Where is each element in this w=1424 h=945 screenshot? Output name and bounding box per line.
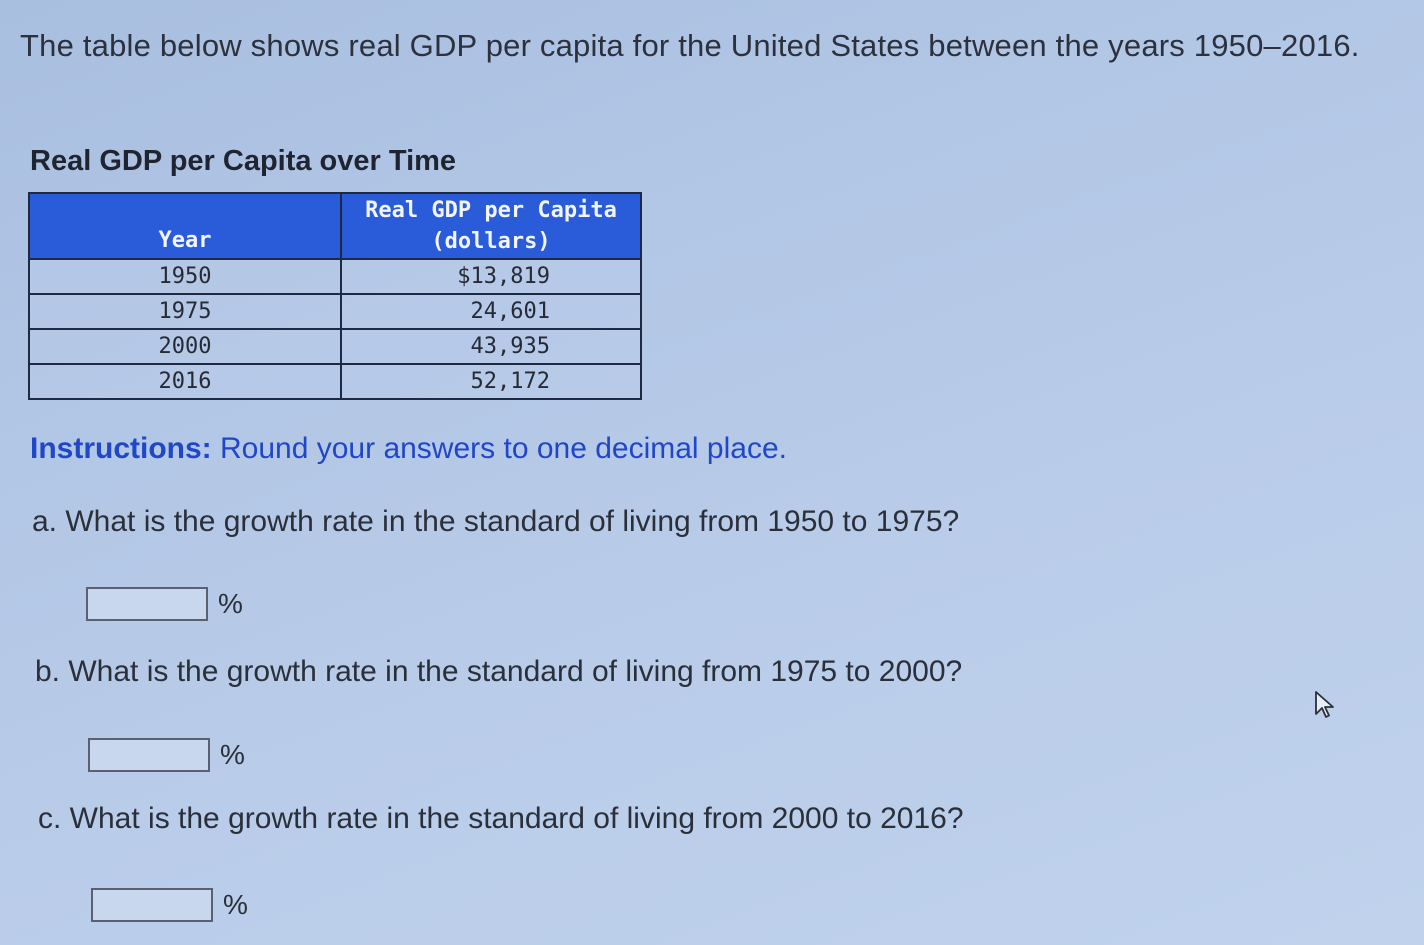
question-a: a. What is the growth rate in the standard of living from 1950 to 1975? [32, 505, 960, 538]
table-header-row [29, 193, 641, 259]
answer-input-b[interactable] [88, 738, 210, 772]
gdp-cell: $13,819 [341, 259, 641, 294]
answer-input-c[interactable] [91, 888, 213, 922]
table-row [29, 294, 641, 329]
answer-row-c [91, 888, 248, 922]
column-header-gdp-line2: (dollars) [431, 229, 551, 254]
gdp-cell: 52,172 [341, 364, 641, 399]
instructions [30, 432, 787, 466]
question-b: b. What is the growth rate in the standard of living from 1975 to 2000? [35, 655, 963, 688]
percent-unit-c: % [223, 889, 248, 920]
instructions-label: Instructions: [30, 432, 212, 465]
year-cell: 1975 [29, 294, 341, 329]
year-cell: 2000 [29, 329, 341, 364]
year-cell: 1950 [29, 259, 341, 294]
gdp-cell: 24,601 [341, 294, 641, 329]
table-row [29, 259, 641, 294]
intro-text: The table below shows real GDP per capita for the United States between the years 1950–2016. [20, 28, 1360, 63]
table-row [29, 329, 641, 364]
answer-input-a[interactable] [86, 587, 208, 621]
column-header-gdp-line1: Real GDP per Capita [365, 198, 617, 223]
column-header-year: Year [29, 193, 341, 259]
table-title: Real GDP per Capita over Time [30, 145, 457, 177]
answer-row-b [88, 738, 245, 772]
gdp-cell: 43,935 [341, 329, 641, 364]
table-row [29, 364, 641, 399]
column-header-gdp [341, 193, 641, 259]
mouse-pointer-icon [1313, 690, 1337, 720]
answer-row-a [86, 587, 243, 621]
question-c: c. What is the growth rate in the standard of living from 2000 to 2016? [38, 802, 964, 835]
instructions-text: Round your answers to one decimal place. [211, 432, 787, 465]
percent-unit-a: % [218, 588, 243, 619]
percent-unit-b: % [220, 739, 245, 770]
gdp-table [28, 192, 642, 400]
year-cell: 2016 [29, 364, 341, 399]
